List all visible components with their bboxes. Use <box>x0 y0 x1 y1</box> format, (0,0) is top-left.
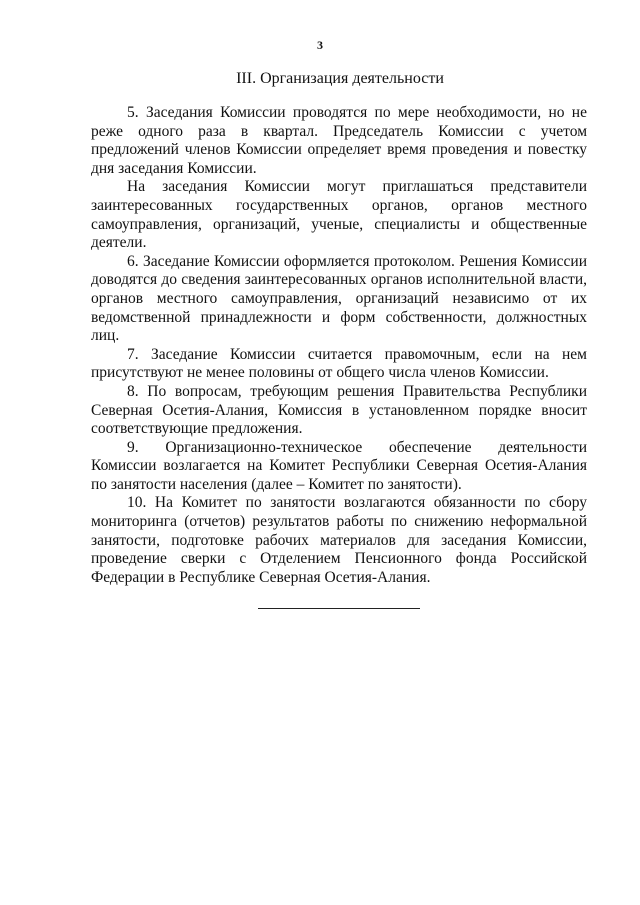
section-title: III. Организация деятельности <box>236 70 444 87</box>
paragraph-5: 5. Заседания Комиссии проводятся по мере необходимости, но не реже одного раза в квартал. Председатель Комиссии с учетом предложений членов Комиссии определяет время проведения и повестку дня заседания Комиссии. <box>91 104 587 177</box>
paragraph-5-invitees: На заседания Комиссии могут приглашаться представители заинтересованных государственных органов, органов местного самоуправления, организаций, ученые, специалисты и общественные деятели. <box>91 178 587 252</box>
paragraph-9: 9. Организационно-техническое обеспечение деятельности Комиссии возлагается на Комитет Республики Северная Осетия-Алания по занятости населения (далее – Комитет по занятости). <box>91 438 587 493</box>
document-body <box>91 104 587 587</box>
paragraph-8: 8. По вопросам, требующим решения Правительства Республики Северная Осетия-Алания, Комиссия в установленном порядке вносит соответствующие предложения. <box>91 382 587 438</box>
paragraph-10: 10. На Комитет по занятости возлагаются обязанности по сбору мониторинга (отчетов) результатов работы по снижению неформальной занятости, подготовке рабочих материалов для заседания Комиссии, проведение сверки с Отделением Пенсионного фонда Российской Федерации в Республике Северная Осетия-Алания. <box>91 494 587 586</box>
paragraph-6: 6. Заседание Комиссии оформляется протоколом. Решения Комиссии доводятся до сведения заинтересованных органов исполнительной власти, органов местного самоуправления, организаций независимо от их ведомственной принадлежности и форм собственности, должностных лиц. <box>91 252 587 345</box>
paragraph-7: 7. Заседание Комиссии считается правомочным, если на нем присутствуют не менее половины от общего числа членов Комиссии. <box>91 345 587 382</box>
page-number: 3 <box>317 38 323 52</box>
closing-divider-line <box>258 608 420 609</box>
